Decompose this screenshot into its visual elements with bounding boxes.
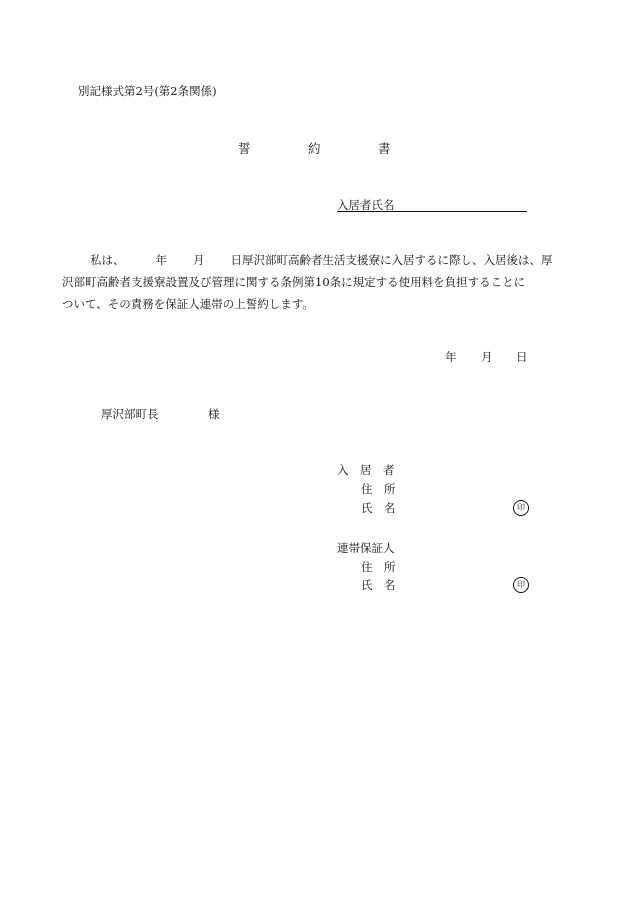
resident-name-row (337, 199, 526, 211)
body-intro: 私は、 (90, 253, 125, 267)
date-month-label: 月 (481, 350, 493, 364)
document-title-char-3: 書 (378, 141, 391, 156)
resident-seal-mark: 印 (513, 500, 529, 516)
resident-name-underline (337, 211, 527, 212)
date-year-label: 年 (445, 350, 457, 364)
body-month-label: 月 (193, 253, 205, 267)
guarantor-address-label: 住 所 (361, 560, 396, 574)
resident-heading: 入 居 者 (337, 463, 395, 477)
guarantor-name-label: 氏 名 (361, 578, 396, 592)
body-year-label: 年 (155, 253, 167, 267)
addressee-honorific: 様 (208, 407, 220, 421)
date-day-label: 日 (516, 350, 528, 364)
resident-address-label: 住 所 (361, 482, 396, 496)
resident-name-field[interactable] (395, 199, 526, 211)
body-text-line-1 (62, 255, 553, 267)
guarantor-heading: 連帯保証人 (337, 541, 395, 555)
document-title-char-1: 誓 (238, 141, 251, 156)
body-line-1-rest: 日厚沢部町高齢者生活支援寮に入居するに際し、入居後は、厚 (230, 253, 553, 267)
addressee-name: 厚沢部町長 (101, 407, 159, 421)
resident-name-sig-label: 氏 名 (361, 501, 396, 515)
guarantor-seal-mark: 印 (513, 577, 529, 593)
resident-name-label: 入居者氏名 (337, 197, 395, 212)
document-title-char-2: 約 (308, 141, 321, 156)
body-text-line-2: 沢部町高齢者支援寮設置及び管理に関する条例第10条に規定する使用料を負担することに (62, 275, 526, 289)
form-number: 別記様式第2号(第2条関係) (78, 84, 217, 98)
body-text-line-3: ついて、その責務を保証人連帯の上誓約します。 (62, 297, 314, 311)
